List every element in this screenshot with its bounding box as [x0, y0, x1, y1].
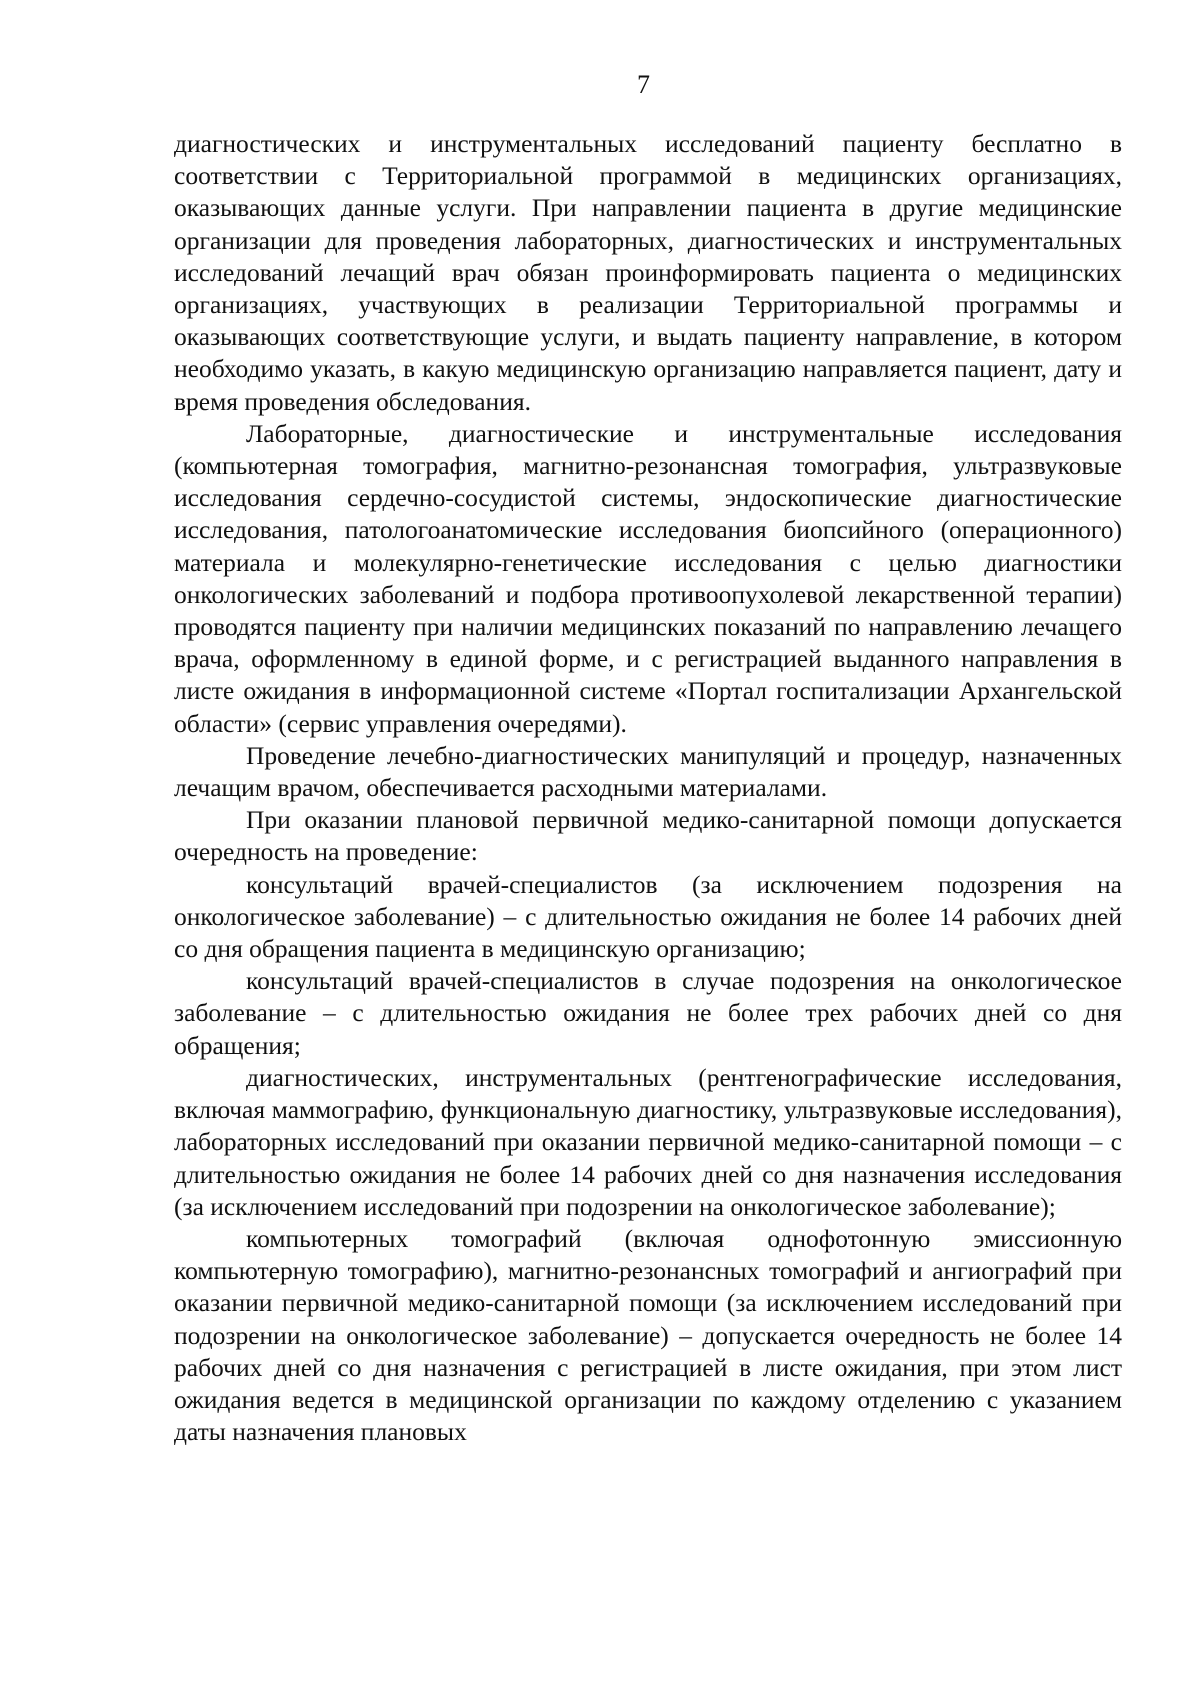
list-item-oncology-consultations: консультаций врачей-специалистов в случае подозрения на онкологическое заболевание – с длительностью ожидания не более трех рабочих дней со дня обращения; [174, 966, 1122, 1060]
paragraph-lab-diagnostics: Лабораторные, диагностические и инструментальные исследования (компьютерная томография, магнитно-резонансная томография, ультразвуковые исследования сердечно-сосудистой системы, эндоскопические диагностические исследования, патологоанатомические исследования биопсийного (операционного) материала и молекулярно-генетические исследования с целью диагностики онкологических заболеваний и подбора противоопухолевой лекарственной терапии) проводятся пациенту при наличии медицинских показаний по направлению лечащего врача, оформленному в единой форме, и с регистрацией выданного направления в листе ожидания в информационной системе «Портал госпитализации Архангельской области» (сервис управления очередями). [174, 418, 1122, 738]
list-item-tomography: компьютерных томографий (включая однофотонную эмиссионную компьютерную томографию), магнитно-резонансных томографий и ангиографий при оказании первичной медико-санитарной помощи (за исключением исследований при подозрении на онкологическое заболевание) – допускается очередность не более 14 рабочих дней со дня назначения с регистрацией в листе ожидания, при этом лист ожидания ведется в медицинской организации по каждому отделению с указанием даты назначения плановых [174, 1223, 1122, 1447]
list-item-diagnostic-studies: диагностических, инструментальных (рентгенографические исследования, включая маммографию, функциональную диагностику, ультразвуковые исследования), лабораторных исследований при оказании первичной медико-санитарной помощи – с длительностью ожидания не более 14 рабочих дней со дня назначения исследования (за исключением исследований при подозрении на онкологическое заболевание); [174, 1062, 1122, 1221]
paragraph-continuation: диагностических и инструментальных исследований пациенту бесплатно в соответствии с Территориальной программой в медицинских организациях, оказывающих данные услуги. При направлении пациента в другие медицинские организации для проведения лабораторных, диагностических и инструментальных исследований лечащий врач обязан проинформировать пациента о медицинских организациях, участвующих в реализации Территориальной программы и оказывающих соответствующие услуги, и выдать пациенту направление, в котором необходимо указать, в какую медицинскую организацию направляется пациент, дату и время проведения обследования. [174, 129, 1122, 416]
page-number: 7 [637, 70, 650, 99]
paragraph-queue-intro: При оказании плановой первичной медико-санитарной помощи допускается очередность на проведение: [174, 805, 1122, 867]
document-body [174, 128, 1122, 1448]
paragraph-procedures-materials: Проведение лечебно-диагностических манипуляций и процедур, назначенных лечащим врачом, обеспечивается расходными материалами. [174, 740, 1122, 803]
list-item-specialist-consultations: консультаций врачей-специалистов (за исключением подозрения на онкологическое заболевание) – с длительностью ожидания не более 14 рабочих дней со дня обращения пациента в медицинскую организацию; [174, 869, 1122, 964]
